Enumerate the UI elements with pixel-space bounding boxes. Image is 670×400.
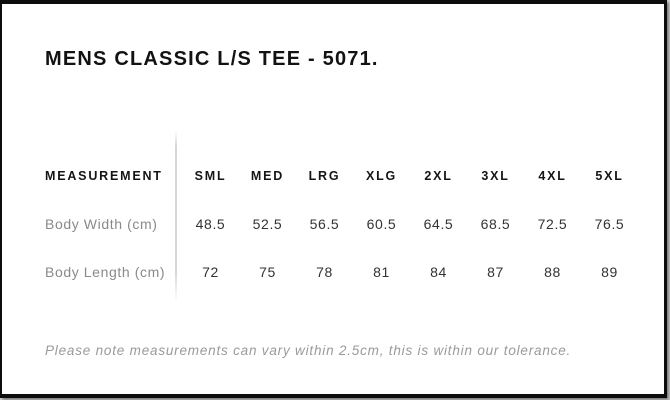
value-cell: 78 <box>316 264 333 280</box>
product-title: MENS CLASSIC L/S TEE - 5071. <box>45 48 379 70</box>
value-cell: 60.5 <box>366 216 397 232</box>
row-label: Body Length (cm) <box>45 264 166 280</box>
value-cell: 75 <box>259 264 276 280</box>
size-header-cell: LRG <box>308 169 341 183</box>
size-header-cell: 5XL <box>595 169 624 183</box>
value-cell: 72 <box>202 264 219 280</box>
table-header-row <box>45 152 645 200</box>
value-cell: 64.5 <box>423 216 454 232</box>
size-header-cells <box>175 169 638 183</box>
size-header-cell: MED <box>250 169 285 183</box>
table-body <box>45 200 645 296</box>
value-cell: 56.5 <box>309 216 340 232</box>
value-cell: 87 <box>487 264 504 280</box>
size-header-cell: SML <box>194 169 227 183</box>
size-header-cell: 3XL <box>481 169 510 183</box>
value-cell: 48.5 <box>195 216 226 232</box>
row-values <box>175 264 638 280</box>
size-table <box>45 152 645 296</box>
value-cell: 72.5 <box>537 216 568 232</box>
row-values <box>175 216 638 232</box>
value-cell: 88 <box>544 264 561 280</box>
table-column-divider <box>175 130 177 302</box>
value-cell: 76.5 <box>594 216 625 232</box>
row-label: Body Width (cm) <box>45 216 158 232</box>
value-cell: 89 <box>601 264 618 280</box>
value-cell: 68.5 <box>480 216 511 232</box>
table-row <box>45 200 645 248</box>
value-cell: 84 <box>430 264 447 280</box>
value-cell: 81 <box>373 264 390 280</box>
measurement-column-header: MEASUREMENT <box>45 169 163 183</box>
size-header-cell: XLG <box>365 169 398 183</box>
value-cell: 52.5 <box>252 216 283 232</box>
tolerance-note: Please note measurements can vary within 2.5cm, this is within our tolerance. <box>45 343 572 358</box>
size-header-cell: 4XL <box>538 169 567 183</box>
table-row <box>45 248 645 296</box>
size-header-cell: 2XL <box>424 169 453 183</box>
